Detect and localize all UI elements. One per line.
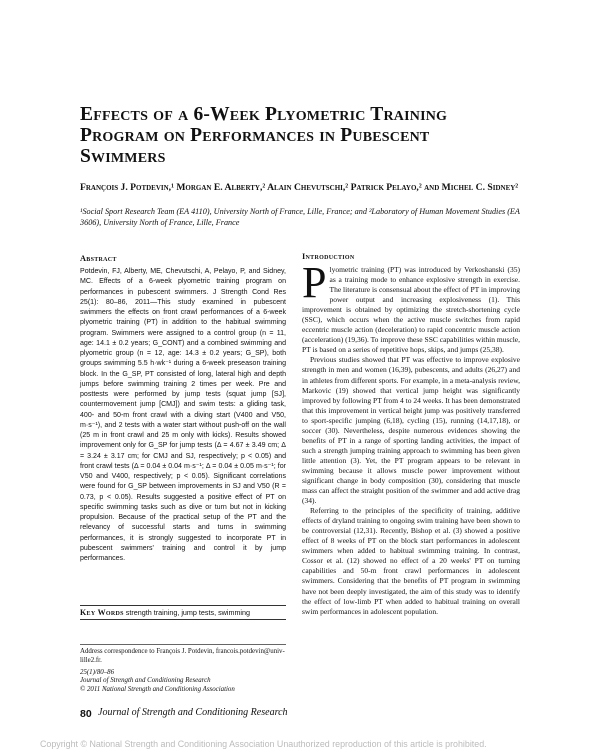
intro-paragraph-2: Previous studies showed that PT was effective to improve explosive strength in men and women (16,39), pubescents, and adults (26,27) and in athletes from different sports. For example, in a meta-analysis review, Markovic (19) showed that vertical jump height was significantly improved by following PT from 4 to 24 weeks. It has been demonstrated that this improvement in vertical height jump was positively transferred to sport-specific jumping (6,18), cycling (15), running (14,17,18), or soccer (30). Nevertheless, despite numerous evidences showing the benefits of PT in a range of sporting landing activities, the impact of such a strength jumping training approach to swimming has been given little attention (3). Yet, the PT program appears to be relevant in swimming because it allows muscle power improvement without significant change in body composition (30), considering that muscle mass can affect the straight position of the swimmer and add active drag (34).	[302, 355, 520, 506]
abstract-text	[80, 267, 286, 564]
abstract-paragraph: Potdevin, FJ, Alberty, ME, Chevutschi, A, Pelayo, P, and Sidney, MC. Effects of a 6-week plyometric training program on performances in pubescent swimmers. J Strength Cond Res 25(1): 80–86, 2011—This study examined in pubescent swimmers the effects on front crawl performances of a 6-week plyometric training (PT) in addition to the habitual swimming program. Swimmers were assigned to a control group (n = 11, age: 14.1 ± 0.2 years; G_CONT) and a combined swimming and plyometric group (n = 12, age: 14.3 ± 0.2 years; G_SP), both groups swimming 5.5 h·wk⁻¹ during a 6-week preseason training block. In the G_SP, PT consisted of long, lateral high and depth jumps before swimming training 2 times per week. Pre and posttests were performed by jump tests (squat jump [SJ], countermovement jump [CMJ]) and swim tests: a gliding task, 400- and 50-m front crawl with a diving start (V400 and V50, m·s⁻¹), and 2 tests with a water start without push-off on the wall (25 m in front crawl and 25 m only with kicks). Results showed improvement only for G_SP for jump tests (Δ = 4.67 ± 3.49 cm; Δ = 3.24 ± 3.17 cm; for CMJ and SJ, respectively; p < 0.05) and front crawl tests (Δ = 0.04 ± 0.04 m·s⁻¹; Δ = 0.04 ± 0.05 m·s⁻¹; for V50 and V400, respectively; p < 0.05). Significant correlations were found for G_SP between improvements in SJ and V50 (R = 0.73, p < 0.05). Results suggested a positive effect of PT on specific swimming tasks such as dive or turn but not in kicking propulsion. Because of the practical setup of the PT and the relevancy of successful starts and turns in swimming performances, it is strongly suggested to incorporate PT in pubescent swimmers' training and control it by jump performances.	[80, 268, 286, 562]
page-number: 80	[80, 708, 92, 720]
author-list: François J. Potdevin,¹ Morgan E. Alberty,² Alain Chevutschi,² Patrick Pelayo,² and Michel C. Sidney²	[80, 182, 519, 193]
abstract-heading: Abstract	[80, 254, 117, 263]
volume-info: 25(1)/80–86	[80, 668, 115, 676]
footer-journal-name: Journal of Strength and Conditioning Research	[98, 707, 288, 718]
keywords-text: strength training, jump tests, swimming	[125, 608, 251, 617]
footnote-divider	[80, 644, 286, 645]
footnote-journal: Journal of Strength and Conditioning Research	[80, 677, 211, 685]
intro-paragraph-3: Referring to the principles of the specificity of training, additive effects of dryland training to ongoing swim training have been shown to be controversial (12,31). Recently, Bishop et al. (3) showed a positive effect of 8 weeks of PT on the block start performances in adolescent swimmers when added to habitual swimming training. In contrast, Cossor et al. (12) showed no effect of a 20 weeks' PT on turning capabilities and 50-m front crawl performances in adolescent swimmers. Considering that the benefits of PT program in swimming have not been deeply investigated, the aim of this study was to identify the effect of low-limb PT when added to habitual training on overall swim performances in adolescent population.	[302, 506, 520, 616]
keywords-box	[80, 605, 286, 620]
introduction-body	[302, 258, 520, 617]
copyright-watermark: Copyright © National Strength and Conditioning Association Unauthorized reproduction of this article is prohibited.	[40, 739, 487, 749]
drop-cap: P	[302, 258, 327, 307]
footnote-copyright: © 2011 National Strength and Conditioning Association	[80, 686, 235, 694]
intro-paragraph-1-text: lyometric training (PT) was introduced by Verkoshanski (35) as a training mode to enhance explosive strength in exercise. The literature is consensual about the effect of PT in improving power output and increasing explosiveness (1). This improvement is obtained by optimizing the stretch-shortening cycle (SSC), which occurs when the active muscle switches from rapid eccentric muscle action (deceleration) to rapid concentric muscle action (acceleration) (19,36). To improve these SSC capabilities within muscle, PT is based on a series of repetitive hops, skips, and jumps (25,38).	[302, 265, 520, 355]
affiliations: ¹Social Sport Research Team (EA 4110), University North of France, Lille, France; and ²Laboratory of Human Movement Studies (EA 3606), University North of France, Lille, France	[80, 207, 520, 227]
keywords-label: Key Words	[80, 608, 124, 617]
correspondence-address: Address correspondence to François J. Potdevin, francois.potdevin@univ-lille2.fr.	[80, 648, 285, 664]
introduction-heading: Introduction	[302, 252, 355, 261]
article-title: Effects of a 6-Week Plyometric Training Program on Performances in Pubescent Swimmers	[80, 104, 448, 167]
intro-paragraph-1	[302, 258, 520, 355]
footnote	[80, 648, 286, 695]
